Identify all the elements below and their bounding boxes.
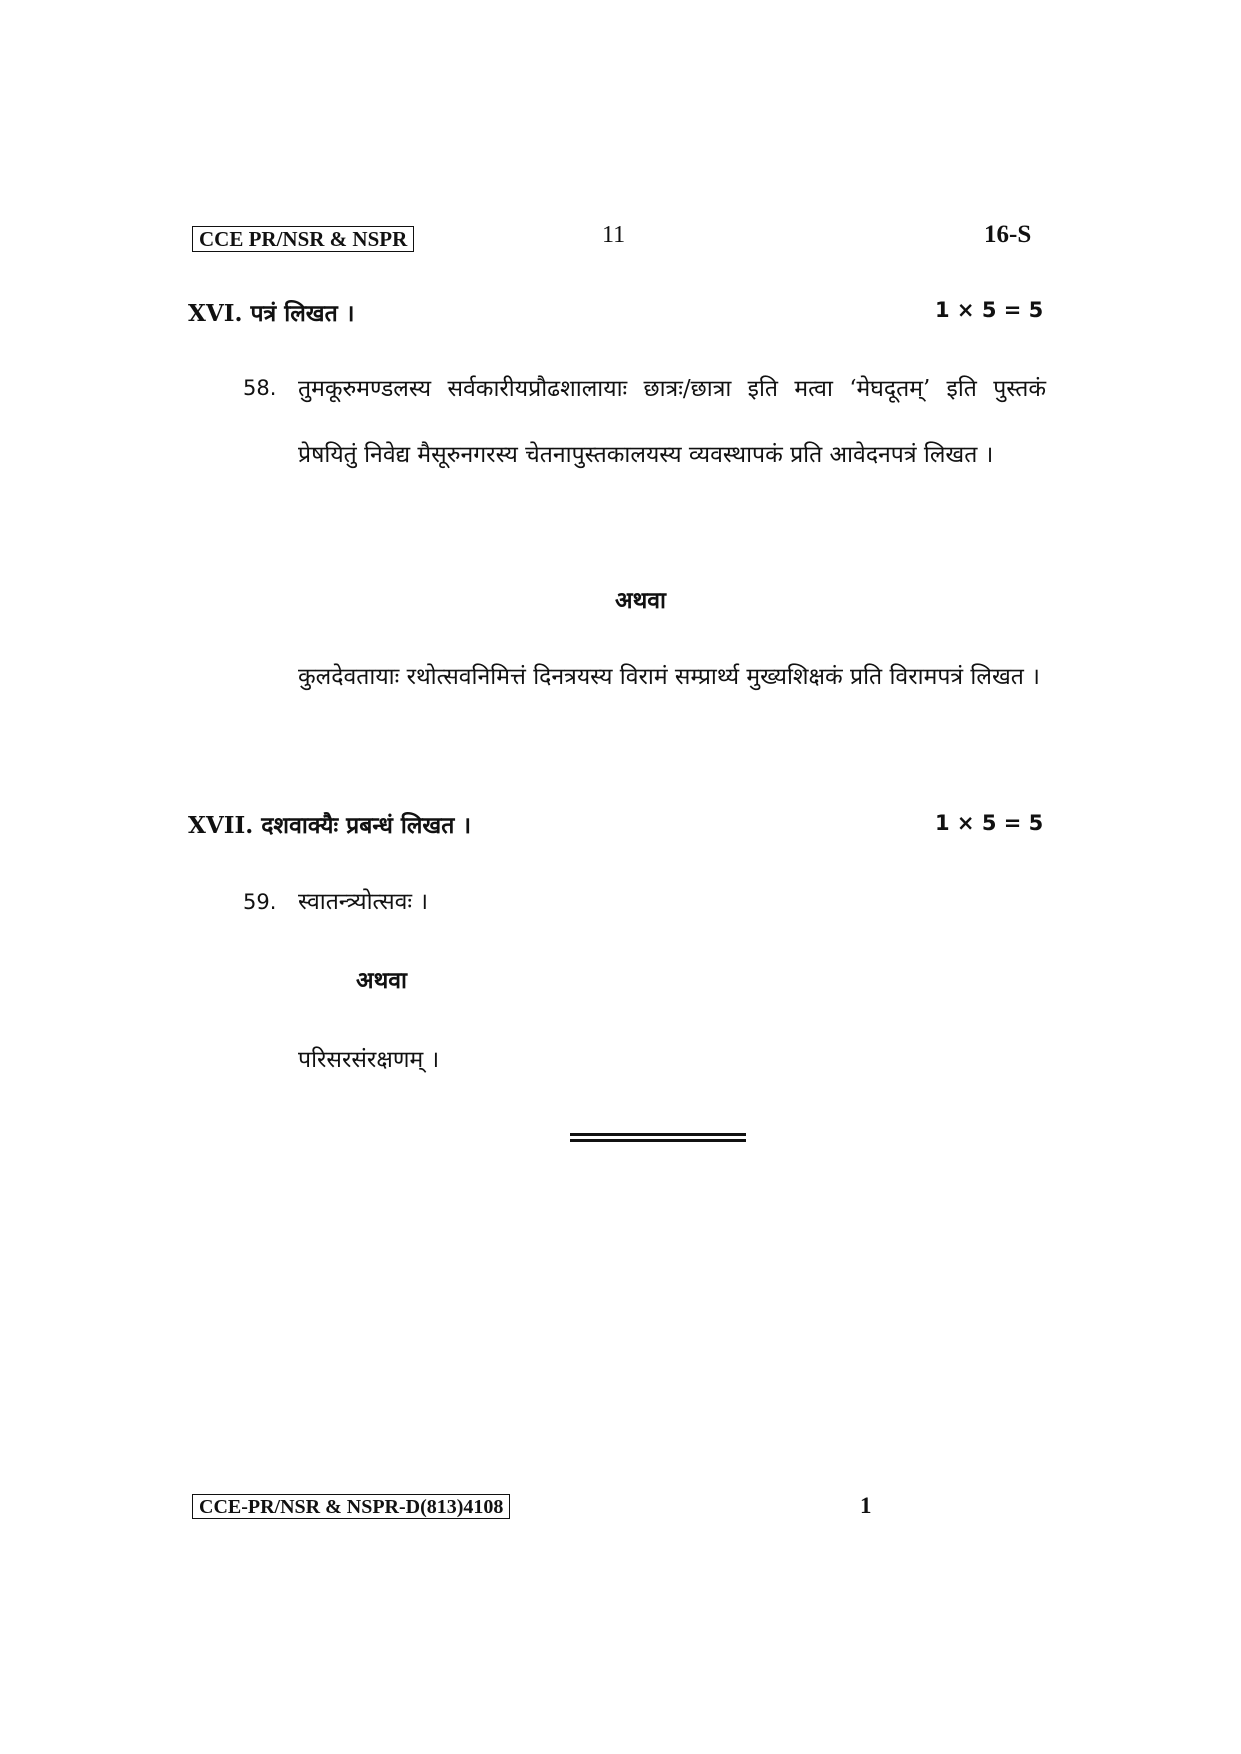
end-rule-bottom xyxy=(570,1139,746,1142)
question-58-or-label: अथवा xyxy=(615,587,667,614)
section-xvii-title: XVII. दशवाक्यैः प्रबन्धं लिखत । xyxy=(188,812,472,839)
question-59-or-label: अथवा xyxy=(356,967,408,994)
section-xvii-marks: 1 × 5 = 5 xyxy=(935,811,1044,835)
section-xvi-marks: 1 × 5 = 5 xyxy=(935,298,1044,322)
paper-code: 16-S xyxy=(984,221,1032,248)
footer-number: 1 xyxy=(860,1493,872,1518)
question-59-alt-text: परिसरसंरक्षणम् । xyxy=(298,1047,440,1073)
question-58-text: तुमकूरुमण्डलस्य सर्वकारीयप्रौढशालायाः छात्रः/छात्रा इति मत्वा ‘मेघदूतम्’ इति पुस्तकं प्रेषयितुं निवेद्य मैसूरुनगरस्य चेतनापुस्तकालयस्य व्यवस्थापकं प्रति आवेदनपत्रं लिखत । xyxy=(298,376,1046,468)
page-number: 11 xyxy=(602,222,626,248)
section-xvi-title: XVI. पत्रं लिखत । xyxy=(188,300,355,327)
question-58-number: 58. xyxy=(243,376,277,400)
question-59-text: स्वातन्त्र्योत्सवः । xyxy=(298,889,429,915)
header-code: CCE PR/NSR & NSPR xyxy=(192,226,414,252)
footer-code: CCE-PR/NSR & NSPR-D(813)4108 xyxy=(192,1494,510,1519)
end-rule-top xyxy=(570,1133,746,1136)
question-59-number: 59. xyxy=(243,890,277,914)
question-58-alt-text: कुलदेवतायाः रथोत्सवनिमित्तं दिनत्रयस्य विरामं सम्प्रार्थ्य मुख्यशिक्षकं प्रति विरामपत्रं लिखत । xyxy=(298,664,1040,690)
